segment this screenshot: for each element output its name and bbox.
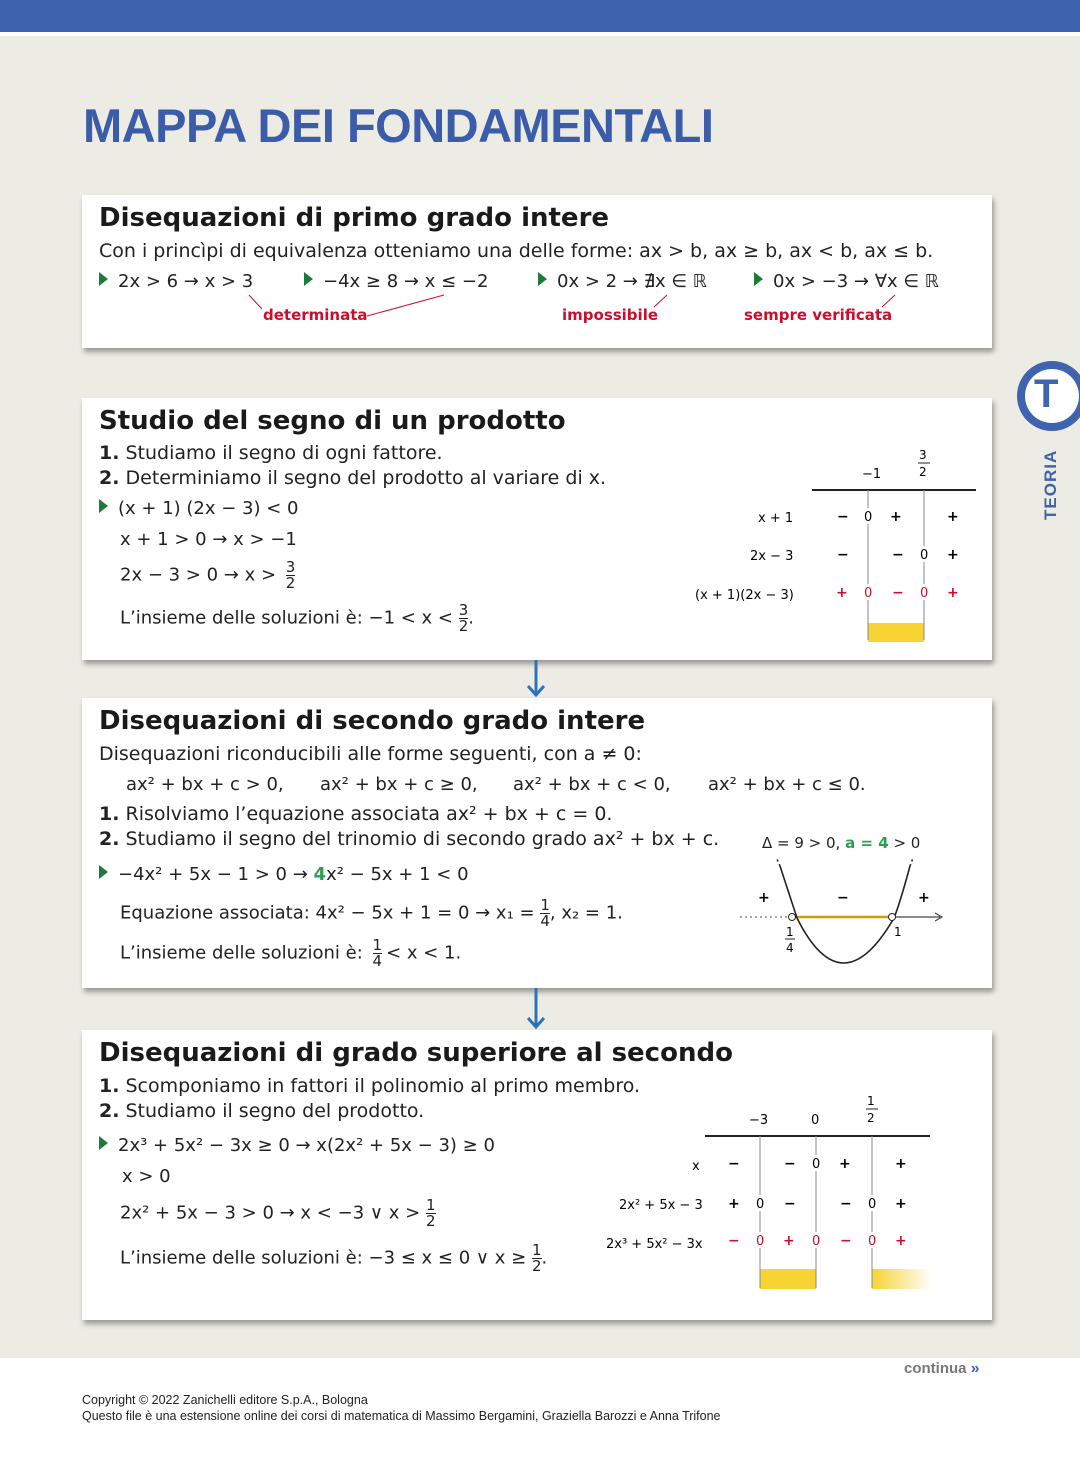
card2-example: (x + 1) (2x − 3) < 0	[99, 498, 299, 519]
flow-arrow-down-icon	[527, 988, 545, 1030]
card4-example: 2x³ + 5x² − 3x ≥ 0 → x(2x² + 5x − 3) ≥ 0	[99, 1135, 495, 1156]
bullet-arrow-icon	[99, 1136, 108, 1150]
svg-text:−: −	[892, 547, 904, 563]
card2-line-2: 2x − 3 > 0 → x > $\frac{3}{2}$	[120, 558, 296, 592]
svg-text:+: +	[947, 509, 959, 525]
svg-text:0: 0	[920, 548, 929, 563]
svg-text:−: −	[784, 1196, 796, 1212]
tick-three-halves-num: 3	[919, 448, 927, 462]
label-impossibile: impossibile	[562, 306, 659, 324]
svg-text:+: +	[918, 890, 930, 906]
card2-solution: L’insieme delle soluzioni è: −1 < x < $\frac{3}{2}$ .	[120, 601, 475, 635]
svg-text:0: 0	[812, 1157, 821, 1172]
card2-step-1: 1. Studiamo il segno di ogni fattore.	[99, 442, 443, 464]
svg-text:−: −	[837, 509, 849, 525]
svg-text:1: 1	[867, 1094, 875, 1108]
card3-example: −4x² + 5x − 1 > 0 → 4x² − 5x + 1 < 0	[99, 864, 469, 885]
card-secondo-grado	[82, 698, 992, 988]
section-tab-letter: T	[1034, 372, 1059, 416]
svg-text:+: +	[895, 1196, 907, 1212]
card3-parabola-graph	[732, 858, 952, 973]
card-grado-superiore	[82, 1030, 992, 1320]
svg-text:0: 0	[868, 1234, 877, 1249]
card3-solution: L’insieme delle soluzioni è: $\frac{1}{4}$ < x < 1.	[120, 936, 462, 970]
svg-text:0: 0	[864, 586, 873, 601]
section-tab-label: TEORIA	[1041, 449, 1060, 520]
label-sempre-verificata: sempre verificata	[744, 306, 893, 324]
flow-arrow-down-icon	[527, 660, 545, 698]
svg-text:0: 0	[864, 510, 873, 525]
svg-text:0: 0	[920, 586, 929, 601]
tick-three-halves-den: 2	[919, 465, 927, 479]
bullet-arrow-icon	[99, 499, 108, 513]
svg-text:+: +	[895, 1156, 907, 1172]
card4-line-2: 2x² + 5x − 3 > 0 → x < −3 ∨ x > $\frac{1}{2}$	[120, 1196, 436, 1230]
svg-text:+: +	[836, 585, 848, 601]
row-label-3: (x + 1)(2x − 3)	[695, 588, 794, 603]
svg-text:−: −	[784, 1156, 796, 1172]
row-label-1: x + 1	[758, 511, 794, 526]
card3-heading: Disequazioni di secondo grado intere	[99, 706, 646, 736]
card4-heading: Disequazioni di grado superiore al secondo	[99, 1038, 733, 1068]
card1-example-2: −4x ≥ 8 → x ≤ −2	[304, 271, 488, 292]
svg-text:+: +	[947, 547, 959, 563]
label-determinata: determinata	[263, 306, 368, 324]
card2-sign-diagram	[682, 438, 982, 648]
svg-text:1: 1	[894, 925, 902, 939]
svg-text:−3: −3	[749, 1113, 769, 1128]
svg-text:+: +	[783, 1233, 795, 1249]
svg-text:+: +	[947, 585, 959, 601]
card1-annotation-lines	[82, 195, 992, 348]
card3-form-3: ax² + bx + c < 0,	[513, 774, 671, 795]
svg-text:2x³ + 5x² − 3x: 2x³ + 5x² − 3x	[606, 1237, 703, 1252]
svg-text:−: −	[837, 547, 849, 563]
card4-step-1: 1. Scomponiamo in fattori il polinomio al primo membro.	[99, 1075, 641, 1097]
svg-text:+: +	[728, 1196, 740, 1212]
continua-link[interactable]: continua »	[904, 1360, 980, 1377]
card3-associated-equation: Equazione associata: 4x² − 5x + 1 = 0 → x₁ = $\frac{1}{4}$ , x₂ = 1.	[120, 896, 623, 930]
svg-text:+: +	[839, 1156, 851, 1172]
page-title: MAPPA DEI FONDAMENTALI	[83, 99, 714, 152]
card-primo-grado	[82, 195, 992, 348]
svg-text:+: +	[895, 1233, 907, 1249]
card1-example-3: 0x > 2 → ∄x ∈ ℝ	[538, 271, 707, 292]
tick-minus-one: −1	[862, 467, 882, 482]
svg-text:−: −	[837, 890, 849, 906]
svg-text:2: 2	[867, 1111, 875, 1125]
card3-step-2: 2. Studiamo il segno del trinomio di secondo grado ax² + bx + c.	[99, 828, 720, 850]
card2-step-2: 2. Determiniamo il segno del prodotto al variare di x.	[99, 467, 607, 489]
svg-text:x: x	[692, 1159, 700, 1174]
footer-copyright: Copyright © 2022 Zanichelli editore S.p.A., Bologna	[82, 1393, 368, 1407]
card3-delta-label: Δ = 9 > 0, a = 4 > 0	[762, 834, 921, 852]
svg-text:+: +	[890, 509, 902, 525]
svg-text:4: 4	[786, 941, 794, 955]
card3-step-1: 1. Risolviamo l’equazione associata ax² + bx + c = 0.	[99, 803, 613, 825]
card4-line-1: x > 0	[122, 1166, 171, 1187]
card1-example-1: 2x > 6 → x > 3	[99, 271, 253, 292]
svg-text:−: −	[728, 1233, 740, 1249]
card2-heading: Studio del segno di un prodotto	[99, 406, 566, 436]
svg-text:−: −	[892, 585, 904, 601]
svg-text:+: +	[758, 890, 770, 906]
svg-text:2x² + 5x − 3: 2x² + 5x − 3	[619, 1198, 703, 1213]
bullet-arrow-icon	[99, 865, 108, 879]
svg-text:0: 0	[811, 1113, 820, 1128]
card3-form-2: ax² + bx + c ≥ 0,	[320, 774, 478, 795]
card1-intro: Con i princìpi di equivalenza otteniamo una delle forme: ax > b, ax ≥ b, ax < b, ax ≤ b.	[99, 240, 934, 262]
svg-text:0: 0	[868, 1197, 877, 1212]
card4-solution: L’insieme delle soluzioni è: −3 ≤ x ≤ 0 ∨ x ≥ $\frac{1}{2}$ .	[120, 1241, 548, 1275]
svg-text:0: 0	[756, 1197, 765, 1212]
svg-text:−: −	[840, 1196, 852, 1212]
card4-step-2: 2. Studiamo il segno del prodotto.	[99, 1100, 425, 1122]
footer-credits: Questo file è una estensione online dei corsi di matematica di Massimo Bergamini, Graziella Barozzi e Anna Trifone	[82, 1409, 721, 1423]
svg-text:−: −	[840, 1233, 852, 1249]
card1-example-4: 0x > −3 → ∀x ∈ ℝ	[754, 271, 939, 292]
card4-sign-diagram	[597, 1090, 937, 1295]
svg-text:0: 0	[756, 1234, 765, 1249]
card3-form-1: ax² + bx + c > 0,	[126, 774, 284, 795]
svg-text:0: 0	[812, 1234, 821, 1249]
card-segno-prodotto	[82, 398, 992, 660]
svg-text:1: 1	[786, 925, 794, 939]
card1-heading: Disequazioni di primo grado intere	[99, 203, 610, 233]
top-bar	[0, 0, 1080, 32]
svg-text:−: −	[728, 1156, 740, 1172]
row-label-2: 2x − 3	[750, 549, 794, 564]
double-chevron-right-icon: »	[970, 1360, 980, 1377]
card3-form-4: ax² + bx + c ≤ 0.	[708, 774, 866, 795]
card2-line-1: x + 1 > 0 → x > −1	[120, 529, 297, 550]
card3-intro: Disequazioni riconducibili alle forme seguenti, con a ≠ 0:	[99, 743, 642, 765]
